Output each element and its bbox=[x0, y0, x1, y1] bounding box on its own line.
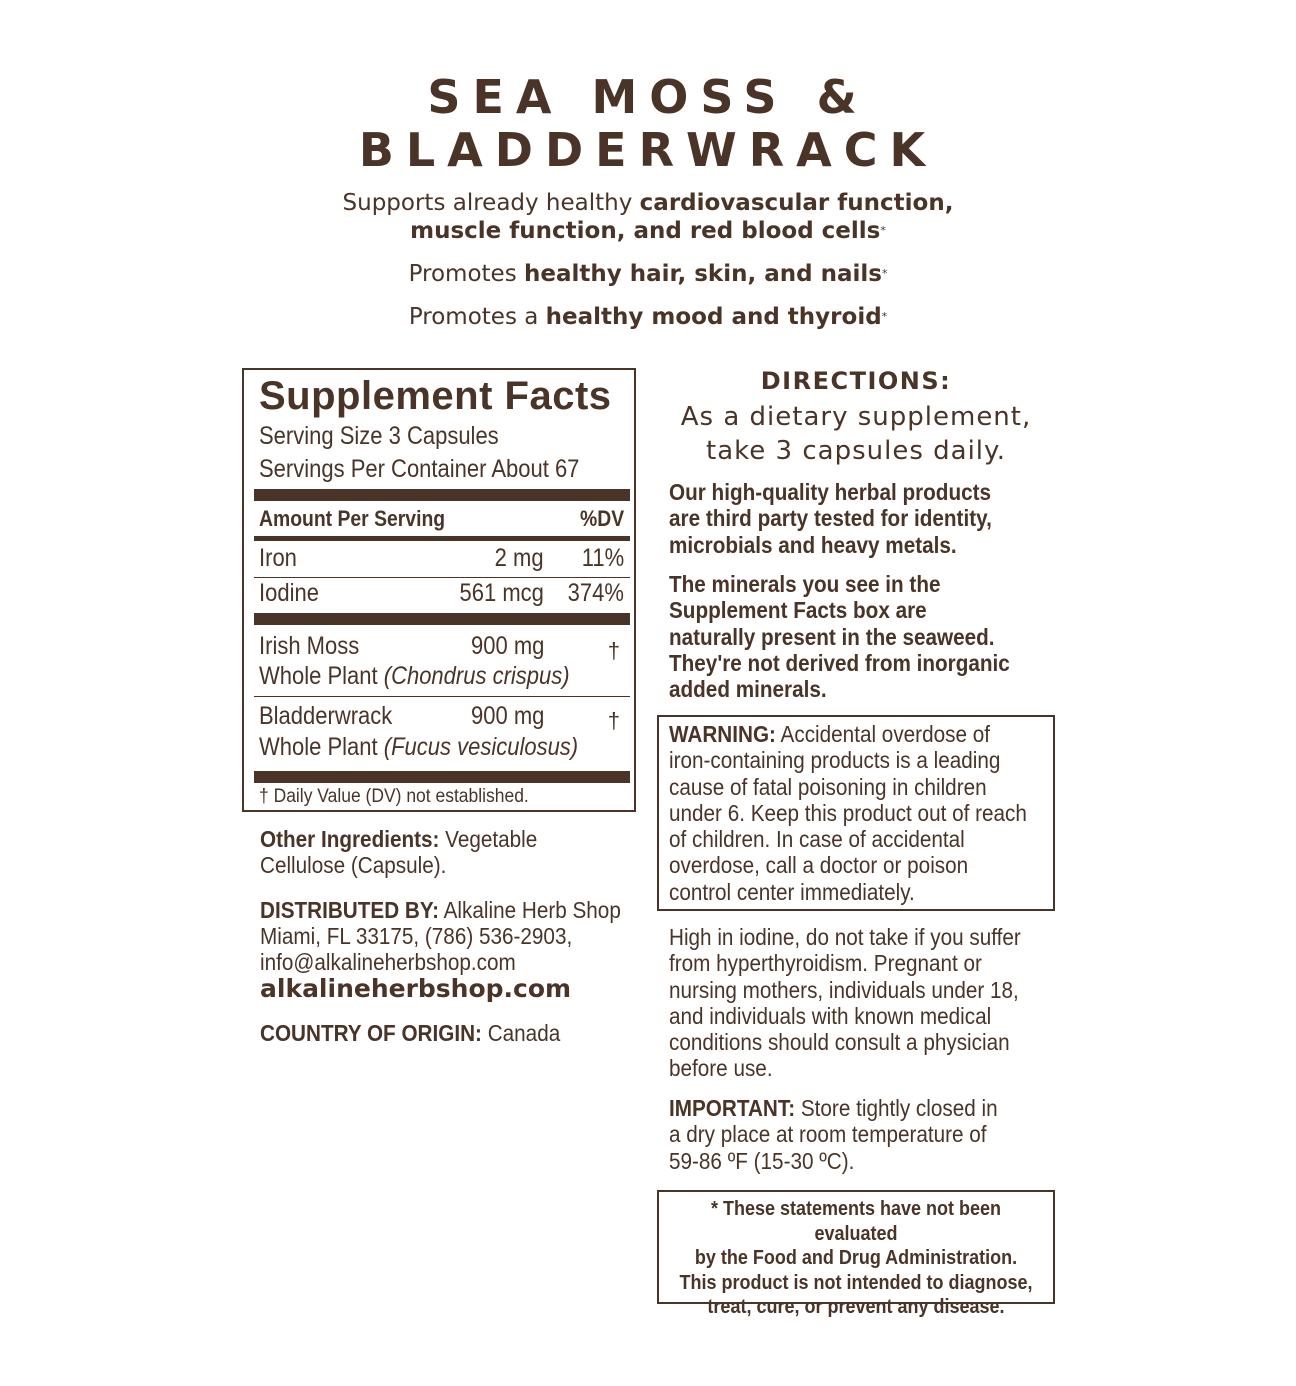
distributor-email: info@alkalineherbshop.com bbox=[260, 949, 516, 975]
minerals-line: The minerals you see in the bbox=[669, 571, 941, 597]
distributed-by bbox=[260, 897, 621, 975]
website-url: alkalineherbshop.com bbox=[260, 974, 572, 1003]
row-divider bbox=[254, 577, 630, 578]
disclaimer-line: treat, cure, or prevent any disease. bbox=[707, 1296, 1005, 1318]
quality-line: are third party tested for identity, bbox=[669, 505, 992, 532]
title-line-1: SEA MOSS & bbox=[427, 70, 869, 124]
iodine-line: and individuals with known medical bbox=[669, 1002, 992, 1029]
asterisk-mark: * bbox=[880, 224, 886, 237]
quality-line: Our high-quality herbal products bbox=[669, 479, 992, 505]
directions-heading: DIRECTIONS: bbox=[760, 367, 952, 395]
servings-per-container: Servings Per Container About 67 bbox=[259, 455, 580, 483]
storage-instructions bbox=[669, 1095, 998, 1174]
nutrient-dv: 11% bbox=[581, 544, 624, 572]
country-of-origin bbox=[260, 1020, 560, 1046]
disclaimer-line: * These statements have not been evaluated bbox=[710, 1198, 1002, 1245]
amount-per-serving-header: Amount Per Serving bbox=[259, 506, 446, 531]
warning-line: Accidental overdose of bbox=[775, 721, 990, 747]
nutrient-name: Iodine bbox=[259, 579, 319, 607]
nutrient-dv: 374% bbox=[567, 579, 624, 607]
distributor-address: Miami, FL 33175, (786) 536-2903, bbox=[260, 923, 573, 949]
thick-divider bbox=[254, 489, 630, 501]
facts-title: Supplement Facts bbox=[259, 374, 612, 418]
quality-statement bbox=[669, 479, 992, 558]
row-divider bbox=[254, 696, 630, 697]
minerals-line: added minerals. bbox=[669, 676, 827, 703]
herb-source-prefix: Whole Plant bbox=[259, 662, 384, 690]
asterisk-mark: * bbox=[881, 267, 888, 280]
herb-amount: 900 mg bbox=[470, 632, 544, 660]
iodine-caution bbox=[669, 924, 1021, 1082]
warning-line: cause of fatal poisoning in children bbox=[669, 773, 987, 800]
iodine-line: High in iodine, do not take if you suffer bbox=[669, 924, 1021, 950]
warning-line: of children. In case of accidental bbox=[669, 826, 965, 853]
minerals-line: naturally present in the seaweed. bbox=[669, 623, 995, 650]
country-of-origin-label: COUNTRY OF ORIGIN: bbox=[260, 1020, 482, 1046]
iodine-line: conditions should consult a physician bbox=[669, 1029, 1010, 1056]
distributed-by-label: DISTRIBUTED BY: bbox=[260, 897, 440, 923]
dagger-mark: † bbox=[607, 708, 620, 733]
directions-line-1: As a dietary supplement, bbox=[680, 402, 1032, 432]
iodine-line: from hyperthyroidism. Pregnant or bbox=[669, 950, 982, 977]
title-line-2: BLADDERWRACK bbox=[358, 123, 938, 177]
dv-footnote: † Daily Value (DV) not established. bbox=[259, 786, 529, 807]
thick-divider bbox=[254, 613, 630, 625]
dagger-mark: † bbox=[607, 638, 620, 663]
other-ingredients bbox=[260, 826, 537, 878]
claim-cardiovascular bbox=[0, 189, 1296, 245]
storage-line: 59-86 ºF (15-30 ºC). bbox=[669, 1147, 855, 1174]
disclaimer-line: This product is not intended to diagnose, bbox=[679, 1271, 1033, 1294]
herb-name: Irish Moss bbox=[259, 632, 360, 660]
iodine-line: nursing mothers, individuals under 18, bbox=[669, 976, 1019, 1003]
minerals-line: They're not derived from inorganic bbox=[669, 649, 1010, 676]
asterisk-mark: * bbox=[881, 310, 888, 323]
warning-line: iron-containing products is a leading bbox=[669, 747, 1001, 774]
important-label: IMPORTANT: bbox=[669, 1095, 796, 1121]
claim-bold: cardiovascular function, bbox=[639, 190, 954, 216]
minerals-line: Supplement Facts box are bbox=[669, 597, 927, 624]
claim-prefix: Promotes bbox=[408, 261, 524, 287]
warning-line: overdose, call a doctor or poison bbox=[669, 852, 969, 879]
country-of-origin-value: Canada bbox=[481, 1020, 561, 1046]
fda-disclaimer bbox=[677, 1197, 1035, 1320]
warning-line: control center immediately. bbox=[669, 878, 915, 905]
herb-source-prefix: Whole Plant bbox=[259, 733, 384, 761]
claim-bold: healthy hair, skin, and nails bbox=[524, 261, 882, 287]
claim-mood-thyroid bbox=[0, 303, 1296, 331]
nutrient-amount: 561 mcg bbox=[459, 579, 544, 607]
minerals-statement bbox=[669, 571, 1010, 702]
thick-divider bbox=[254, 771, 630, 783]
claim-bold-2: muscle function, and red blood cells bbox=[410, 218, 881, 244]
directions-line-2: take 3 capsules daily. bbox=[706, 436, 1006, 466]
claim-hair-skin-nails bbox=[0, 260, 1296, 288]
herb-source bbox=[259, 733, 578, 762]
supplement-facts-panel bbox=[242, 368, 636, 812]
quality-line: microbials and heavy metals. bbox=[669, 531, 957, 558]
nutrient-name: Iron bbox=[259, 544, 297, 572]
other-ingredients-text-2: Cellulose (Capsule). bbox=[260, 852, 447, 878]
herb-latin-name: (Fucus vesiculosus) bbox=[383, 733, 579, 761]
herb-amount: 900 mg bbox=[470, 702, 544, 730]
distributor-name: Alkaline Herb Shop bbox=[439, 897, 621, 923]
warning-line: under 6. Keep this product out of reach bbox=[669, 799, 1027, 826]
dv-header: %DV bbox=[579, 506, 624, 531]
herb-latin-name: (Chondrus crispus) bbox=[383, 662, 570, 690]
other-ingredients-text: Vegetable bbox=[439, 826, 538, 852]
iodine-line: before use. bbox=[669, 1055, 773, 1082]
other-ingredients-label: Other Ingredients: bbox=[260, 826, 440, 852]
herb-source bbox=[259, 662, 570, 691]
warning-text bbox=[669, 721, 1027, 905]
warning-label: WARNING: bbox=[669, 721, 776, 747]
claim-bold: healthy mood and thyroid bbox=[545, 304, 882, 330]
disclaimer-line: by the Food and Drug Administration. bbox=[694, 1247, 1018, 1269]
storage-line: Store tightly closed in bbox=[795, 1095, 998, 1121]
nutrient-amount: 2 mg bbox=[495, 544, 544, 572]
serving-size: Serving Size 3 Capsules bbox=[259, 422, 499, 450]
herb-name: Bladderwrack bbox=[259, 702, 393, 730]
medium-divider bbox=[254, 536, 630, 541]
storage-line: a dry place at room temperature of bbox=[669, 1121, 987, 1148]
claim-prefix: Supports already healthy bbox=[342, 190, 640, 216]
claim-prefix: Promotes a bbox=[408, 304, 546, 330]
